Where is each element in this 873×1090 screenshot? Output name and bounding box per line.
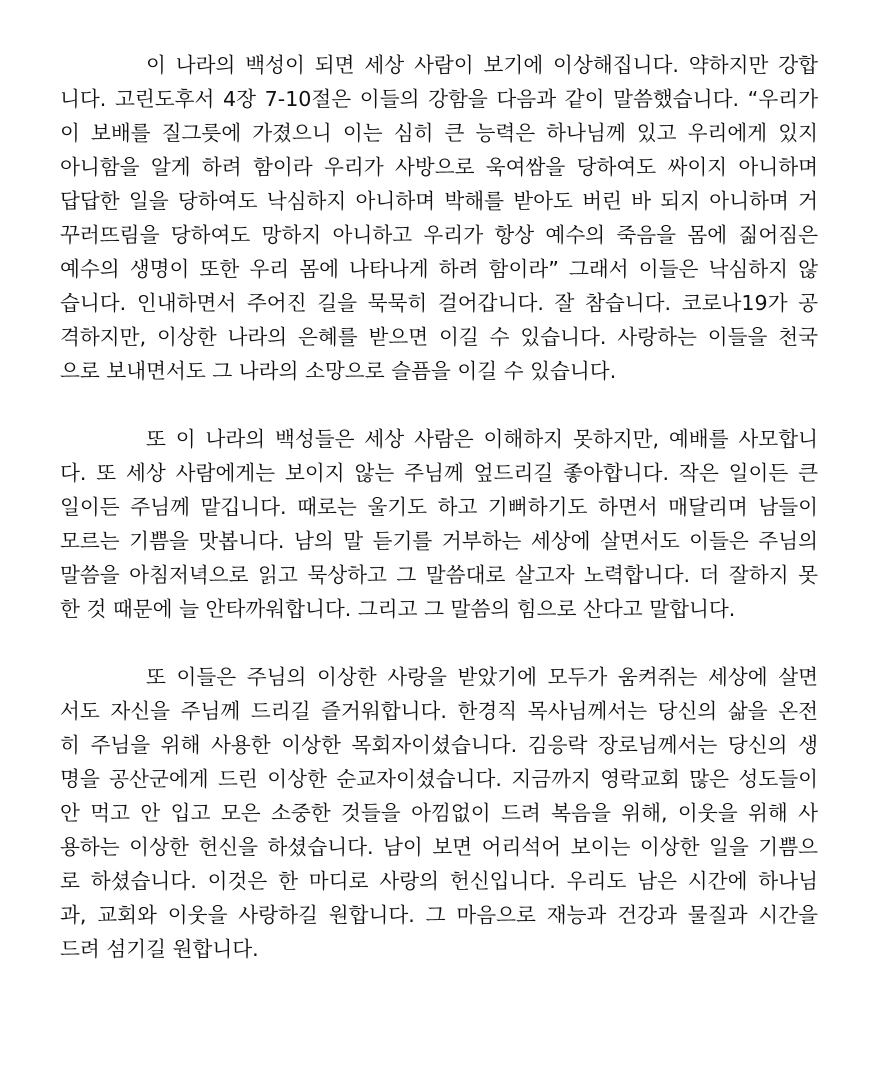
- text-line: 서도 자신을 주님께 드리길 즐거워합니다. 한경직 목사님께서는 당신의 삶을 온전: [60, 699, 818, 723]
- text-line: 한 것 때문에 늘 안타까워합니다. 그리고 그 말씀의 힘으로 산다고 말합니다.: [60, 597, 736, 621]
- text-line: 으로 보내면서도 그 나라의 소망으로 슬픔을 이길 수 있습니다.: [60, 359, 617, 383]
- document-body: [60, 48, 818, 1000]
- paragraph-1: [60, 48, 818, 388]
- text-line: 이 나라의 백성이 되면 세상 사람이 보기에 이상해집니다. 약하지만 강합: [146, 53, 818, 77]
- text-line: 답답한 일을 당하여도 낙심하지 아니하며 박해를 받아도 버린 바 되지 아니하며 거: [60, 189, 818, 213]
- text-line: 안 먹고 안 입고 모은 소중한 것들을 아낌없이 드려 복음을 위해, 이웃을 위해 사: [60, 801, 818, 825]
- text-line: 예수의 생명이 또한 우리 몸에 나타나게 하려 함이라” 그래서 이들은 낙심하지 않: [60, 257, 818, 281]
- text-line: 꾸러뜨림을 당하여도 망하지 아니하고 우리가 항상 예수의 죽음을 몸에 짊어짐은: [60, 223, 818, 247]
- paragraph-3: [60, 660, 818, 966]
- text-line: 용하는 이상한 헌신을 하셨습니다. 남이 보면 어리석어 보이는 이상한 일을 기쁨으: [60, 835, 818, 859]
- text-line: 과, 교회와 이웃을 사랑하길 원합니다. 그 마음으로 재능과 건강과 물질과 시간을: [60, 903, 818, 927]
- text-line: 격하지만, 이상한 나라의 은혜를 받으면 이길 수 있습니다. 사랑하는 이들을 천국: [60, 325, 818, 349]
- text-line: 습니다. 인내하면서 주어진 길을 묵묵히 걸어갑니다. 잘 참습니다. 코로나19가 공: [60, 291, 818, 315]
- text-line: 명을 공산군에게 드린 이상한 순교자이셨습니다. 지금까지 영락교회 많은 성도들이: [60, 767, 818, 791]
- text-line: 니다. 고린도후서 4장 7-10절은 이들의 강함을 다음과 같이 말씀했습니다. “우리가: [60, 87, 818, 111]
- paragraph-2: [60, 422, 818, 626]
- text-line: 로 하셨습니다. 이것은 한 마디로 사랑의 헌신입니다. 우리도 남은 시간에 하나님: [60, 869, 818, 893]
- text-line: 모르는 기쁨을 맛봅니다. 남의 말 듣기를 거부하는 세상에 살면서도 이들은 주님의: [60, 529, 818, 553]
- text-line: 히 주님을 위해 사용한 이상한 목회자이셨습니다. 김응락 장로님께서는 당신의 생: [60, 733, 818, 757]
- text-line: 이 보배를 질그릇에 가졌으니 이는 심히 큰 능력은 하나님께 있고 우리에게 있지: [60, 121, 818, 145]
- text-line: 아니함을 알게 하려 함이라 우리가 사방으로 욱여쌈을 당하여도 싸이지 아니하며: [60, 155, 818, 179]
- text-line: 일이든 주님께 맡깁니다. 때로는 울기도 하고 기뻐하기도 하면서 매달리며 남들이: [60, 495, 818, 519]
- text-line: 다. 또 세상 사람에게는 보이지 않는 주님께 엎드리길 좋아합니다. 작은 일이든 큰: [60, 461, 818, 485]
- text-line: 말씀을 아침저녁으로 읽고 묵상하고 그 말씀대로 살고자 노력합니다. 더 잘하지 못: [60, 563, 818, 587]
- text-line: 또 이들은 주님의 이상한 사랑을 받았기에 모두가 움켜쥐는 세상에 살면: [146, 665, 818, 689]
- text-line: 드려 섬기길 원합니다.: [60, 937, 259, 961]
- text-line: 또 이 나라의 백성들은 세상 사람은 이해하지 못하지만, 예배를 사모합니: [146, 427, 818, 451]
